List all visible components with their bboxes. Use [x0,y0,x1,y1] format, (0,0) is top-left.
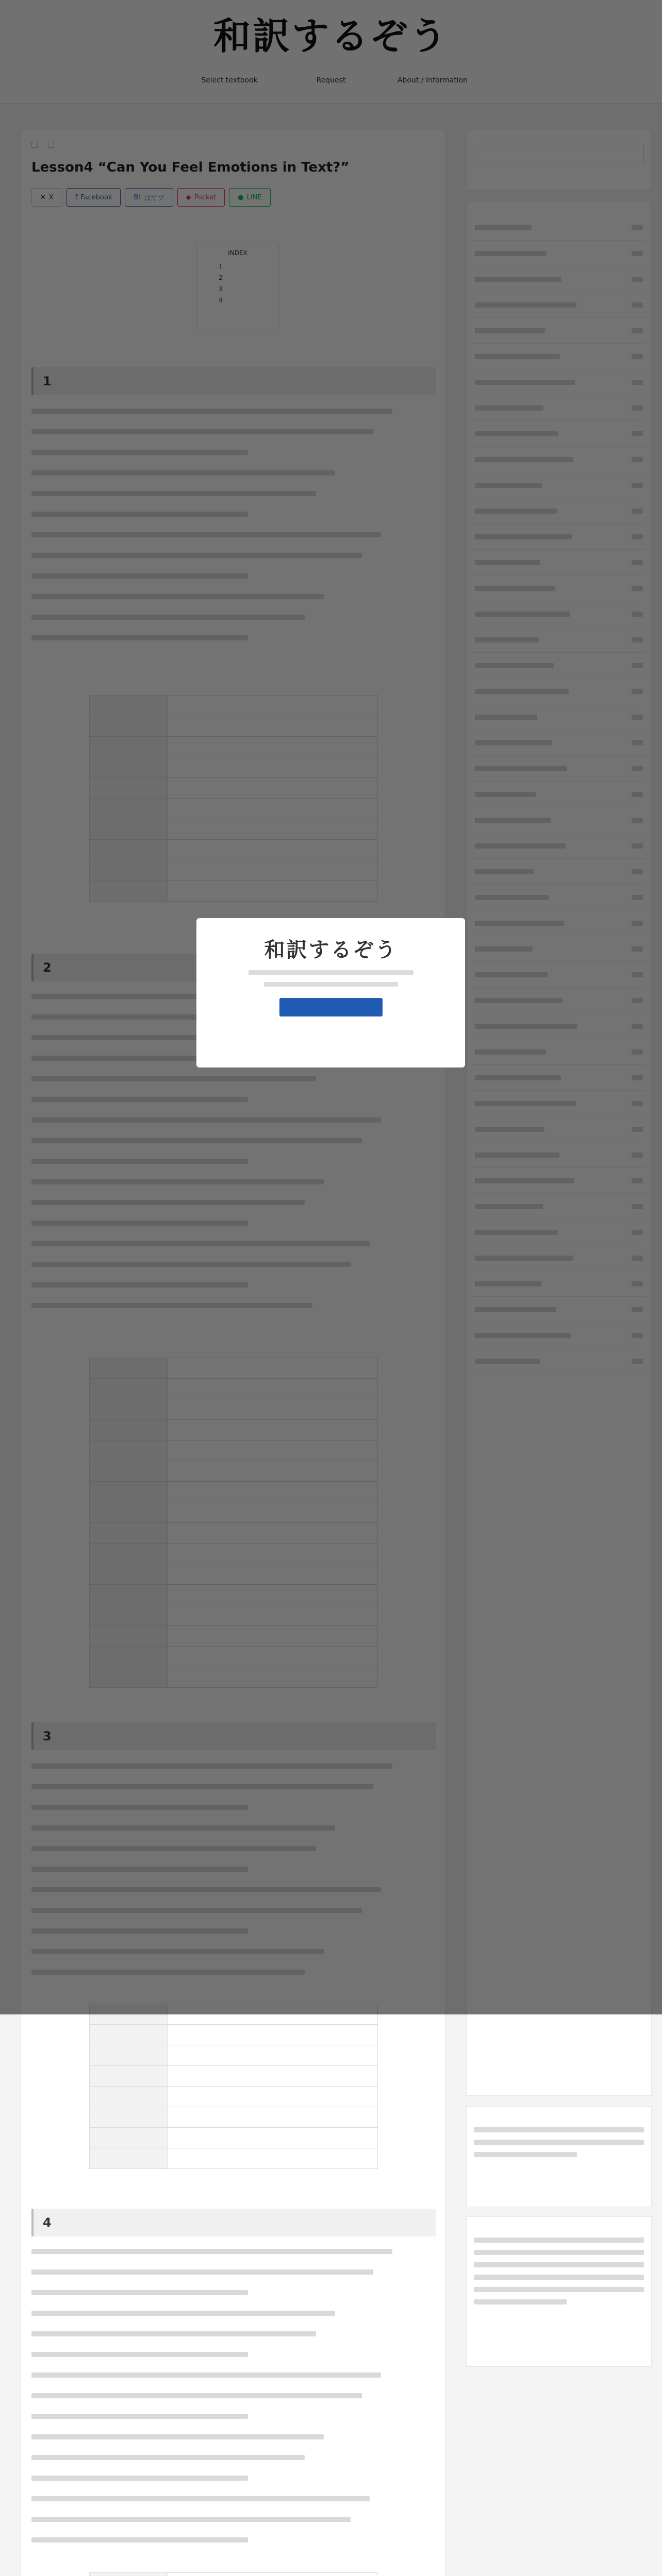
table-row [90,2573,378,2576]
paragraph-line [31,2393,362,2398]
paragraph-line [31,2372,381,2378]
paragraph-line [31,2517,351,2522]
table-row [90,2087,378,2107]
modal-text [264,982,398,987]
notice-text [474,2127,644,2132]
section-body-4 [31,2249,434,2558]
table-row [90,2128,378,2148]
table-row [90,2107,378,2128]
about-text [474,2287,644,2292]
vocab-term [90,2045,168,2066]
about-text [474,2275,644,2280]
paragraph-line [31,2290,248,2295]
vocab-meaning [168,2087,378,2107]
table-row [90,2148,378,2169]
about-text [474,2238,644,2243]
section-heading-4: 4 [31,2209,436,2236]
about-widget [466,2216,652,2367]
vocab-table-3 [89,2004,378,2169]
allow-ads-button[interactable] [279,998,383,1016]
table-row [90,2066,378,2087]
table-row [90,2045,378,2066]
vocab-meaning [168,2128,378,2148]
paragraph-line [31,2331,316,2336]
vocab-meaning [168,2148,378,2169]
paragraph-line [31,2455,305,2460]
vocab-table-4 [89,2572,378,2576]
paragraph-line [31,2496,370,2501]
paragraph-line [31,2476,248,2481]
about-title [467,2217,651,2230]
vocab-meaning [168,2025,378,2045]
notice-widget [466,2106,652,2207]
notice-text [474,2152,577,2157]
notice-title [467,2107,651,2120]
vocab-term [90,2066,168,2087]
vocab-meaning [168,2066,378,2087]
modal-logo: 和訳するぞう [264,938,398,962]
notice-text [474,2140,644,2145]
paragraph-line [31,2414,248,2419]
paragraph-line [31,2249,392,2254]
paragraph-line [31,2537,248,2543]
vocab-meaning [168,2573,378,2576]
vocab-term [90,2107,168,2128]
vocab-term [90,2025,168,2045]
vocab-meaning [168,2107,378,2128]
about-text [474,2250,644,2255]
vocab-term [90,2087,168,2107]
vocab-term [90,2128,168,2148]
paragraph-line [31,2352,248,2357]
adblock-modal [196,918,465,1067]
about-text [474,2262,644,2267]
vocab-term [90,2148,168,2169]
about-text [474,2299,567,2304]
vocab-term [90,2573,168,2576]
paragraph-line [31,2434,324,2439]
modal-text [249,970,413,975]
paragraph-line [31,2269,373,2275]
table-row [90,2025,378,2045]
paragraph-line [31,2311,335,2316]
vocab-meaning [168,2045,378,2066]
